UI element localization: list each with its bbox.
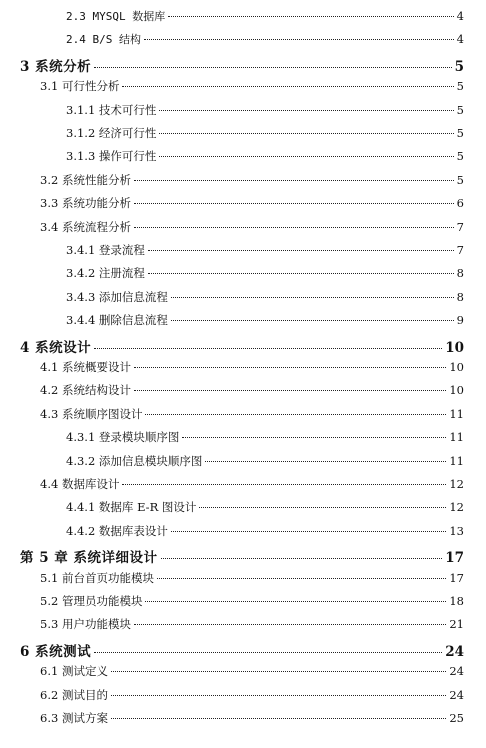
toc-dot-leader — [168, 15, 453, 17]
toc-dot-leader — [199, 506, 446, 508]
toc-entry-title: 2.4 B/S 结构 — [66, 33, 141, 47]
toc-dot-leader — [144, 38, 454, 40]
toc-dot-leader — [134, 202, 454, 204]
toc-dot-leader — [171, 530, 446, 532]
toc-entry-title: 6.2 测试目的 — [40, 687, 108, 702]
toc-dot-leader — [145, 600, 446, 602]
toc-page-number: 5 — [456, 102, 464, 117]
toc-entry[interactable] — [66, 148, 464, 164]
toc-page-number: 5 — [456, 79, 464, 94]
toc-page-number: 25 — [449, 711, 464, 725]
toc-entry[interactable] — [40, 593, 464, 609]
toc-page-number: 7 — [456, 219, 464, 234]
toc-entry-title: 3.1 可行性分析 — [40, 79, 120, 94]
toc-page-number: 21 — [449, 617, 464, 632]
toc-dot-leader — [145, 413, 446, 415]
toc-dot-leader — [94, 651, 442, 653]
toc-page-number: 5 — [454, 58, 464, 75]
toc-entry-title: 6.1 测试定义 — [40, 664, 108, 679]
toc-page-number: 5 — [456, 149, 464, 164]
toc-entry[interactable] — [20, 55, 464, 75]
toc-entry-title: 3.4.2 注册流程 — [66, 266, 145, 281]
toc-entry[interactable] — [40, 219, 464, 235]
toc-dot-leader — [161, 557, 443, 559]
toc-entry-title: 3.2 系统性能分析 — [40, 172, 131, 187]
toc-entry-title: 6.3 测试方案 — [40, 711, 108, 725]
toc-dot-leader — [122, 483, 446, 485]
toc-entry-title: 3.1.1 技术可行性 — [66, 102, 157, 117]
toc-entry[interactable] — [66, 8, 464, 24]
toc-entry-title: 4.4.1 数据库 E-R 图设计 — [66, 500, 197, 515]
toc-dot-leader — [134, 366, 446, 368]
toc-dot-leader — [157, 577, 446, 579]
toc-entry[interactable] — [66, 125, 464, 141]
toc-page-number: 4 — [456, 32, 464, 47]
toc-entry-title: 3.4.4 删除信息流程 — [66, 313, 168, 328]
toc-page-number: 13 — [449, 523, 464, 538]
toc-entry-title: 3 系统分析 — [20, 58, 92, 75]
toc-page-number: 4 — [456, 9, 464, 23]
toc-entry[interactable] — [40, 663, 464, 679]
toc-entry-title: 6 系统测试 — [20, 643, 92, 660]
toc-dot-leader — [94, 66, 452, 68]
toc-entry[interactable] — [20, 336, 464, 356]
toc-entry-title: 4.3 系统顺序图设计 — [40, 406, 143, 421]
toc-dot-leader — [111, 694, 446, 696]
toc-page-number: 5 — [456, 126, 464, 140]
toc-dot-leader — [205, 460, 446, 462]
toc-page-number: 12 — [449, 477, 464, 491]
toc-page-number: 11 — [449, 430, 464, 445]
toc-entry-title: 第 5 章 系统详细设计 — [20, 550, 158, 567]
toc-entry[interactable] — [40, 687, 464, 703]
toc-page-number: 18 — [449, 594, 464, 608]
toc-entry[interactable] — [66, 429, 464, 445]
toc-dot-leader — [122, 85, 453, 87]
toc-entry-title: 3.3 系统功能分析 — [40, 196, 131, 211]
toc-entry[interactable] — [40, 195, 464, 211]
toc-dot-leader — [94, 347, 442, 349]
toc-page-number: 8 — [456, 289, 464, 304]
toc-entry-title: 2.3 MYSQL 数据库 — [66, 10, 166, 23]
toc-entry-title: 5.3 用户功能模块 — [40, 617, 131, 632]
toc-dot-leader — [182, 436, 446, 438]
toc-entry-title: 3.1.3 操作可行性 — [66, 149, 157, 164]
toc-page-number: 10 — [449, 360, 464, 374]
toc-entry[interactable] — [66, 453, 464, 469]
toc-dot-leader — [111, 670, 446, 672]
toc-page-number: 10 — [449, 383, 464, 398]
toc-page-number: 10 — [445, 339, 464, 356]
toc-page-number: 9 — [456, 313, 464, 328]
toc-entry-title: 4.4 数据库设计 — [40, 477, 120, 491]
toc-dot-leader — [134, 179, 454, 181]
toc-entry-title: 3.4.1 登录流程 — [66, 243, 145, 257]
toc-page-number: 7 — [456, 243, 464, 257]
toc-entry[interactable] — [40, 406, 464, 422]
toc-entry[interactable] — [40, 359, 464, 375]
toc-page-number: 6 — [456, 196, 464, 211]
toc-entry[interactable] — [40, 476, 464, 492]
toc-entry-title: 5.1 前台首页功能模块 — [40, 570, 154, 585]
toc-entry-title: 4.2 系统结构设计 — [40, 383, 131, 398]
toc-page-number: 11 — [449, 406, 464, 421]
toc-entry[interactable] — [66, 312, 464, 328]
toc-entry-title: 4.3.1 登录模块顺序图 — [66, 430, 180, 445]
toc-entry[interactable] — [40, 382, 464, 398]
toc-entry[interactable] — [40, 78, 464, 94]
toc-dot-leader — [111, 717, 446, 719]
toc-page-number: 17 — [445, 550, 464, 567]
toc-dot-leader — [148, 272, 454, 274]
toc-dot-leader — [148, 249, 454, 251]
toc-dot-leader — [134, 226, 454, 228]
toc-dot-leader — [159, 155, 453, 157]
toc-entry[interactable] — [66, 289, 464, 305]
toc-entry-title: 3.4.3 添加信息流程 — [66, 289, 168, 304]
toc-entry-title: 4.1 系统概要设计 — [40, 360, 131, 374]
toc-dot-leader — [171, 319, 454, 321]
toc-entry[interactable] — [66, 242, 464, 258]
toc-page-number: 11 — [449, 453, 464, 468]
toc-page-number: 17 — [449, 570, 464, 585]
toc-entry[interactable] — [66, 265, 464, 281]
toc-dot-leader — [134, 389, 446, 391]
toc-entry[interactable] — [66, 31, 464, 47]
toc-page-number: 5 — [456, 172, 464, 187]
toc-entry[interactable] — [66, 102, 464, 118]
toc-page-number: 24 — [449, 664, 464, 679]
toc-entry[interactable] — [20, 640, 464, 660]
toc-dot-leader — [171, 296, 454, 298]
toc-entry[interactable] — [66, 499, 464, 515]
toc-dot-leader — [159, 109, 453, 111]
toc-entry[interactable] — [40, 570, 464, 586]
toc-dot-leader — [134, 623, 446, 625]
toc-page-number: 24 — [445, 643, 464, 660]
toc-entry[interactable] — [20, 546, 464, 566]
toc-page-number: 12 — [449, 500, 464, 515]
toc-entry-title: 4.3.2 添加信息模块顺序图 — [66, 453, 203, 468]
toc-entry[interactable] — [40, 616, 464, 632]
toc-entry-title: 4 系统设计 — [20, 339, 92, 356]
toc-entry[interactable] — [66, 523, 464, 539]
toc-entry[interactable] — [40, 710, 464, 726]
toc-dot-leader — [159, 132, 453, 134]
toc-entry-title: 3.1.2 经济可行性 — [66, 126, 157, 140]
toc-entry[interactable] — [40, 172, 464, 188]
toc-entry-title: 5.2 管理员功能模块 — [40, 594, 143, 608]
toc-page-number: 8 — [456, 266, 464, 281]
toc-entry-title: 3.4 系统流程分析 — [40, 219, 131, 234]
toc-entry-title: 4.4.2 数据库表设计 — [66, 523, 168, 538]
toc-page-number: 24 — [449, 687, 464, 702]
